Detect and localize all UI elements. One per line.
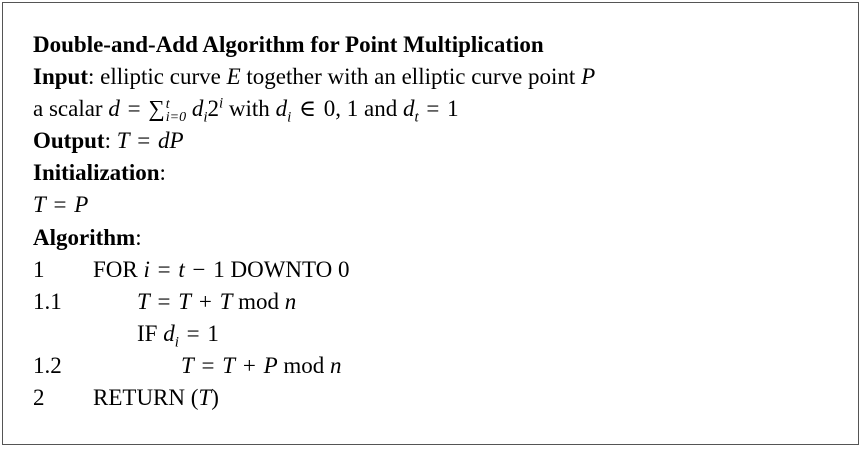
step-number: 2 <box>33 385 45 410</box>
initialization-line: Initialization: <box>33 160 166 185</box>
step-number: 1 <box>33 257 45 282</box>
sum-symbol: ∑ <box>148 96 165 121</box>
sum-upper: t <box>165 96 170 112</box>
loop-t: t <box>178 257 185 282</box>
curve-var-E: E <box>226 64 241 89</box>
loop-i: i <box>143 257 150 282</box>
step-add <box>181 351 342 381</box>
output-line: Output: T = dP <box>33 128 184 153</box>
step-if <box>137 319 219 349</box>
loop-eq: = <box>157 257 171 282</box>
add-T2: T <box>222 353 236 378</box>
add-plus: + <box>242 353 256 378</box>
output-d: d <box>158 128 170 153</box>
term-two: 2 <box>207 96 219 121</box>
point-var-P: P <box>581 64 596 89</box>
if-one: 1 <box>207 321 219 346</box>
output-P: P <box>169 128 184 153</box>
step-number: 1.2 <box>33 353 62 378</box>
output-eq: = <box>137 128 151 153</box>
add-eq: = <box>201 353 215 378</box>
double-T1: T <box>137 289 150 314</box>
term-d-sub: i <box>203 109 208 126</box>
if-eq: = <box>186 321 200 346</box>
step-number: 1.1 <box>33 289 62 314</box>
di-sub: i <box>287 109 292 126</box>
return-T: T <box>198 385 212 410</box>
dt-one: 1 <box>447 96 459 121</box>
init-T: T <box>33 192 46 217</box>
scalar-line <box>33 94 459 124</box>
sum-limits <box>166 98 186 124</box>
output-T: T <box>116 128 130 153</box>
output-label: Output <box>33 128 105 153</box>
if-keyword: IF <box>137 321 164 346</box>
input-line <box>33 62 595 92</box>
step-return <box>93 383 219 413</box>
sum-lower: i=0 <box>165 109 187 125</box>
input-label: Input <box>33 64 88 89</box>
dt-eq: = <box>426 96 440 121</box>
loop-minus: − <box>192 257 206 282</box>
init-P: P <box>74 192 89 217</box>
term-d: d <box>191 96 204 121</box>
scalar-d: d <box>108 96 120 121</box>
input-text-prefix: : elliptic curve <box>87 64 227 89</box>
if-d-sub: i <box>174 334 179 351</box>
algorithm-line: Algorithm: <box>33 225 142 250</box>
input-text-mid: together with an elliptic curve point <box>240 64 582 89</box>
step-double <box>137 287 296 317</box>
element-of: ∈ <box>298 96 317 121</box>
double-plus: + <box>198 289 212 314</box>
return-keyword: RETURN ( <box>93 385 199 410</box>
double-n: n <box>284 289 297 314</box>
downto-keyword: DOWNTO 0 <box>224 257 350 282</box>
and-text: and <box>358 96 403 121</box>
if-d: d <box>163 321 175 346</box>
digit-set: 0, 1 <box>323 96 359 121</box>
initialization-assign <box>33 190 88 220</box>
add-n: n <box>330 353 342 378</box>
algorithm-title: Double-and-Add Algorithm for Point Multiplication <box>33 32 544 57</box>
double-eq: = <box>157 289 171 314</box>
loop-one: 1 <box>213 257 225 282</box>
algorithm-label: Algorithm <box>33 225 136 250</box>
initialization-label: Initialization <box>33 160 160 185</box>
scalar-eq: = <box>127 96 141 121</box>
double-mod: mod <box>238 289 279 314</box>
step-for-loop <box>93 255 350 285</box>
add-T1: T <box>181 353 194 378</box>
double-T2: T <box>178 289 192 314</box>
dt-sub: t <box>414 109 419 126</box>
double-T3: T <box>219 289 233 314</box>
scalar-prefix: a scalar <box>33 96 109 121</box>
add-P: P <box>263 353 278 378</box>
with-text: with <box>223 96 276 121</box>
add-mod: mod <box>283 353 325 378</box>
for-keyword: FOR <box>93 257 144 282</box>
dt-var: d <box>402 96 415 121</box>
di-var: d <box>275 96 288 121</box>
term-two-sup: i <box>219 95 224 112</box>
return-close: ) <box>211 385 219 410</box>
init-eq: = <box>53 192 67 217</box>
